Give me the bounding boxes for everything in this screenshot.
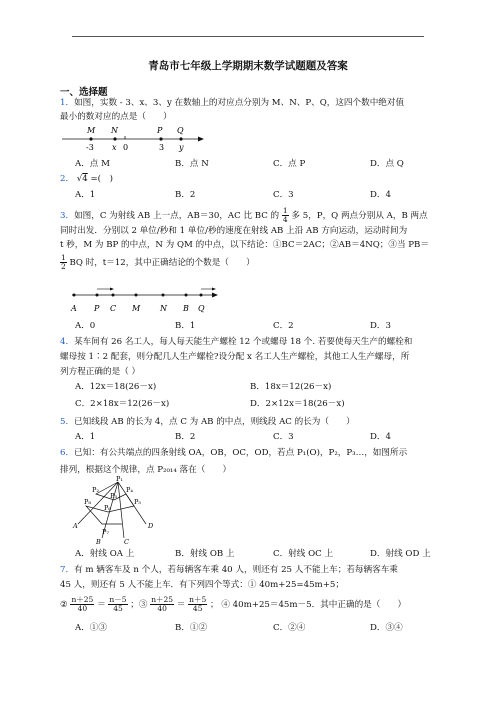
q4-line2: 螺母按 1∶2 配套，则分配几人生产螺栓?设分配 x 名工人生产螺栓，其他工人生产螺母，所 bbox=[60, 352, 410, 362]
fig-p2: P₂ bbox=[92, 486, 99, 494]
fig-b: B bbox=[96, 538, 101, 546]
q3-line2: 同时出发．分别以 2 单位/秒和 1 单位/秒的速度在射线 AB 上沿 AB 方向运动，运动时间为 bbox=[60, 226, 408, 236]
fig-d: D bbox=[148, 522, 154, 530]
q3-fraction-quarter: $\frac{1}{4}$ bbox=[282, 206, 288, 224]
fig-p5: P₅ bbox=[134, 498, 141, 506]
q3-fraction-half: $\frac{1}{2}$ bbox=[61, 253, 66, 271]
sqrt-symbol: √ bbox=[76, 174, 83, 184]
fig-p1: P₁ bbox=[116, 475, 123, 483]
q4-option-b[interactable]: B．18x＝12(26－x) bbox=[250, 382, 332, 392]
q3-option-b[interactable]: B．1 bbox=[175, 321, 196, 331]
q7-line1: 7．有 m 辆客车及 n 个人，若每辆客车乘 40 人，则还有 25 人不能上车；若每辆客车乘 bbox=[60, 565, 398, 575]
q7-line2: 45 人，则还有 5 人不能上车．有下列四个等式：① 40m+25=45m+5； bbox=[60, 580, 344, 590]
q1-option-a[interactable]: A．点 M bbox=[75, 159, 110, 169]
q7-equations: ② $\frac{n+25}{40}$ ＝ $\frac{n-5}{45}$ ；③ $\frac{n+25}{40}$ ＝ $\frac{n+5}{45}$ ； ④ 40m+25＝45m－5．其中正确的是（ ） bbox=[60, 595, 407, 613]
q1-option-b[interactable]: B．点 N bbox=[175, 159, 209, 169]
tick-0: 0 bbox=[123, 143, 129, 152]
ray-label-b: B bbox=[183, 304, 189, 313]
q6-line1: 6．已知：有公共端点的四条射线 OA，OB，OC，OD，若点 P₁(O)，P₂，P₃…，如图所示 bbox=[60, 448, 408, 458]
fig-p7: P₇ bbox=[102, 528, 109, 536]
q2-option-d[interactable]: D．4 bbox=[370, 190, 391, 200]
q4-line1: 4．某车间有 26 名工人，每人每天能生产螺栓 12 个或螺母 18 个. 若要使每天生产的螺栓和 bbox=[60, 337, 413, 347]
q3-line1: 3．如图，C 为射线 AB 上一点，AB＝30，AC 比 BC 的 $\frac{1}{4}$ 多 5，P，Q 两点分别从 A，B 两点 bbox=[60, 206, 428, 224]
ray-label-c: C bbox=[110, 304, 117, 313]
q6-option-a[interactable]: A．射线 OA 上 bbox=[75, 549, 135, 559]
q7-option-a[interactable]: A．①③ bbox=[75, 623, 107, 633]
q3-option-d[interactable]: D．3 bbox=[370, 321, 391, 331]
q7-eq2-right: $\frac{n-5}{45}$ bbox=[109, 595, 127, 613]
tick-neg3: -3 bbox=[86, 143, 94, 152]
q1-number-line bbox=[60, 125, 210, 155]
doc-title: 青岛市七年级上学期期末数学试题题及答案 bbox=[148, 60, 348, 72]
q4-option-a[interactable]: A．12x＝18(26－x) bbox=[75, 382, 157, 392]
tick-3: 3 bbox=[159, 143, 165, 152]
q7-option-c[interactable]: C．②④ bbox=[273, 623, 306, 633]
q5-option-d[interactable]: D．4 bbox=[370, 432, 391, 442]
ray-label-a: A bbox=[71, 304, 77, 313]
label-p: P bbox=[157, 126, 163, 135]
tick-y: y bbox=[179, 143, 184, 152]
q3-line3: t 秒，M 为 BP 的中点，N 为 QM 的中点，以下结论：①BC＝2AC；②AB＝4NQ；③当 PB＝ bbox=[60, 240, 429, 250]
q4-line3: 列方程正确的是（ ） bbox=[60, 367, 141, 377]
q7-eq2-left: $\frac{n+25}{40}$ bbox=[71, 595, 94, 613]
q1-option-c[interactable]: C．点 P bbox=[273, 159, 306, 169]
q1-option-d[interactable]: D．点 Q bbox=[370, 159, 404, 169]
header-rule bbox=[72, 36, 424, 37]
q7-option-b[interactable]: B．①② bbox=[175, 623, 208, 633]
q5-option-b[interactable]: B．2 bbox=[175, 432, 196, 442]
tick-x: x bbox=[112, 143, 117, 152]
q6-option-d[interactable]: D．射线 OD 上 bbox=[370, 549, 431, 559]
fig-a: A bbox=[73, 522, 78, 530]
ray-label-p: P bbox=[94, 304, 100, 313]
q7-eq3-left: $\frac{n+25}{40}$ bbox=[151, 595, 174, 613]
point-p bbox=[159, 137, 162, 140]
fig-p8: P₈ bbox=[84, 498, 91, 506]
point-m bbox=[89, 137, 92, 140]
q3-option-a[interactable]: A．0 bbox=[75, 321, 96, 331]
q4-option-c[interactable]: C．2×18x＝12(26－x) bbox=[75, 399, 170, 409]
q5-option-c[interactable]: C．3 bbox=[273, 432, 294, 442]
q6-option-b[interactable]: B．射线 OB 上 bbox=[175, 549, 235, 559]
ray-label-m: M bbox=[132, 304, 141, 313]
fig-p3: P₃ bbox=[110, 492, 117, 500]
q5-option-a[interactable]: A．1 bbox=[75, 432, 96, 442]
q3-ray-figure bbox=[70, 283, 230, 317]
q6-ray-figure bbox=[72, 475, 162, 546]
q2-option-b[interactable]: B．2 bbox=[175, 190, 196, 200]
q2-option-a[interactable]: A．1 bbox=[75, 190, 96, 200]
q2-line: 2． √4 =( ) bbox=[60, 174, 113, 184]
q7-option-d[interactable]: D．③④ bbox=[370, 623, 403, 633]
point-n bbox=[113, 137, 116, 140]
section-heading: 一、选择题 bbox=[60, 87, 108, 98]
fig-p4: P₄ bbox=[126, 486, 133, 494]
ray-label-n: N bbox=[160, 304, 167, 313]
q3-line4: $\frac{1}{2}$ BQ 时，t＝12，其中正确结论的个数是（ ） bbox=[61, 253, 255, 271]
label-n: N bbox=[111, 126, 118, 135]
fig-p6: P₆ bbox=[104, 504, 111, 512]
q1-line2: 最小的数对应的点是（ ） bbox=[60, 112, 172, 122]
label-m: M bbox=[87, 126, 96, 135]
label-q: Q bbox=[177, 126, 184, 135]
q4-option-d[interactable]: D．2×12x＝18(26－x) bbox=[250, 399, 345, 409]
ray-label-q: Q bbox=[198, 304, 205, 313]
fig-c: C bbox=[124, 538, 129, 546]
q6-option-c[interactable]: C．射线 OC 上 bbox=[273, 549, 334, 559]
q1-line1: 1．如图，实数 - 3、x、3、y 在数轴上的对应点分别为 M、N、P、Q，这四个数中绝对值 bbox=[60, 98, 405, 108]
point-q bbox=[179, 137, 182, 140]
q3-option-c[interactable]: C．2 bbox=[273, 321, 294, 331]
q2-option-c[interactable]: C．3 bbox=[273, 190, 294, 200]
ray-oc bbox=[118, 482, 124, 538]
q7-eq3-right: $\frac{n+5}{45}$ bbox=[189, 595, 207, 613]
q5-line1: 5．已知线段 AB 的长为 4，点 C 为 AB 的中点，则线段 AC 的长为（ ） bbox=[60, 417, 355, 427]
q6-line2: 排列，根据这个规律，点 P₂₀₁₄ 落在（ ） bbox=[60, 465, 232, 475]
